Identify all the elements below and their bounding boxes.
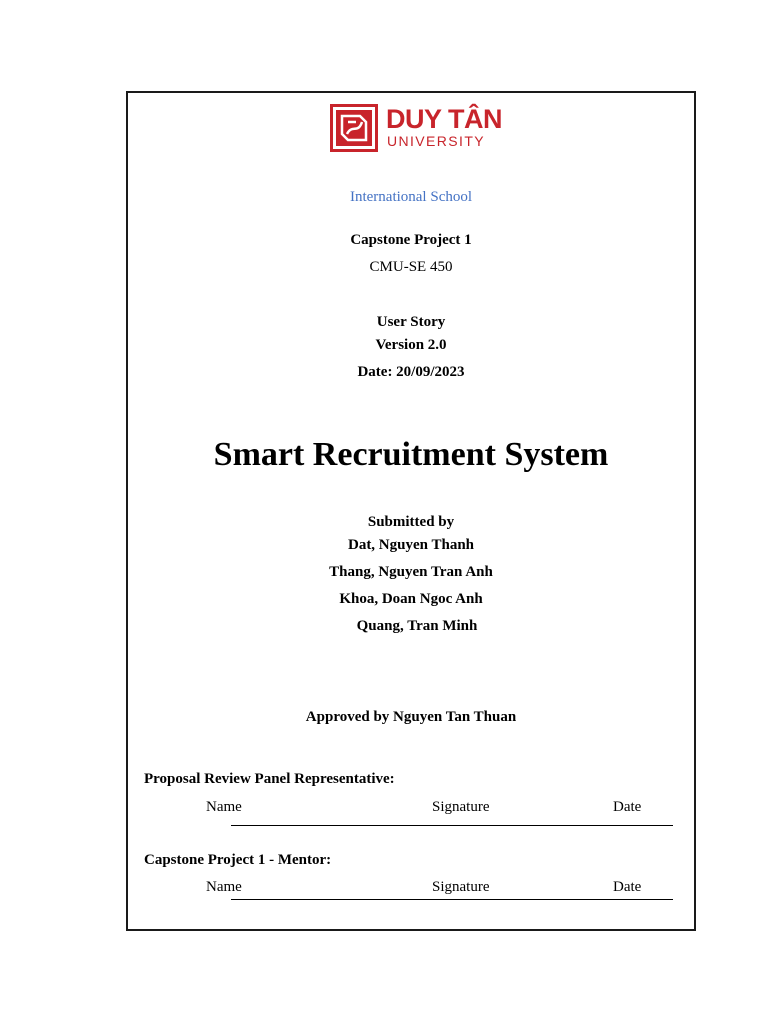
duy-tan-emblem-icon bbox=[330, 104, 378, 152]
mentor-role-label: Capstone Project 1 - Mentor: bbox=[144, 852, 332, 868]
name-label: Name bbox=[206, 799, 242, 815]
signature-line bbox=[231, 899, 673, 900]
course-code: CMU-SE 450 bbox=[369, 259, 453, 275]
submitted-heading: Submitted by bbox=[367, 514, 455, 530]
school-name: International School bbox=[349, 189, 473, 205]
signature-line bbox=[231, 825, 673, 826]
project-title: Smart Recruitment System bbox=[213, 436, 609, 473]
team-member: Khoa, Doan Ngoc Anh bbox=[339, 591, 483, 607]
team-member: Quang, Tran Minh bbox=[356, 618, 478, 634]
document-date: Date: 20/09/2023 bbox=[357, 364, 465, 380]
signature-label: Signature bbox=[432, 799, 490, 815]
team-member: Thang, Nguyen Tran Anh bbox=[329, 564, 493, 580]
date-label: Date bbox=[613, 799, 642, 815]
approved-by: Approved by Nguyen Tan Thuan bbox=[305, 709, 517, 725]
reviewer-role-label: Proposal Review Panel Representative: bbox=[144, 771, 395, 787]
document-type: User Story bbox=[376, 314, 446, 330]
logo-wordmark: DUY TÂN bbox=[386, 104, 503, 134]
logo-subtitle: UNIVERSITY bbox=[387, 133, 486, 149]
team-member: Dat, Nguyen Thanh bbox=[347, 537, 474, 553]
university-logo bbox=[330, 104, 503, 152]
signature-label: Signature bbox=[432, 879, 490, 895]
document-version: Version 2.0 bbox=[375, 337, 447, 353]
date-label: Date bbox=[613, 879, 642, 895]
course-title: Capstone Project 1 bbox=[350, 232, 472, 248]
name-label: Name bbox=[206, 879, 242, 895]
